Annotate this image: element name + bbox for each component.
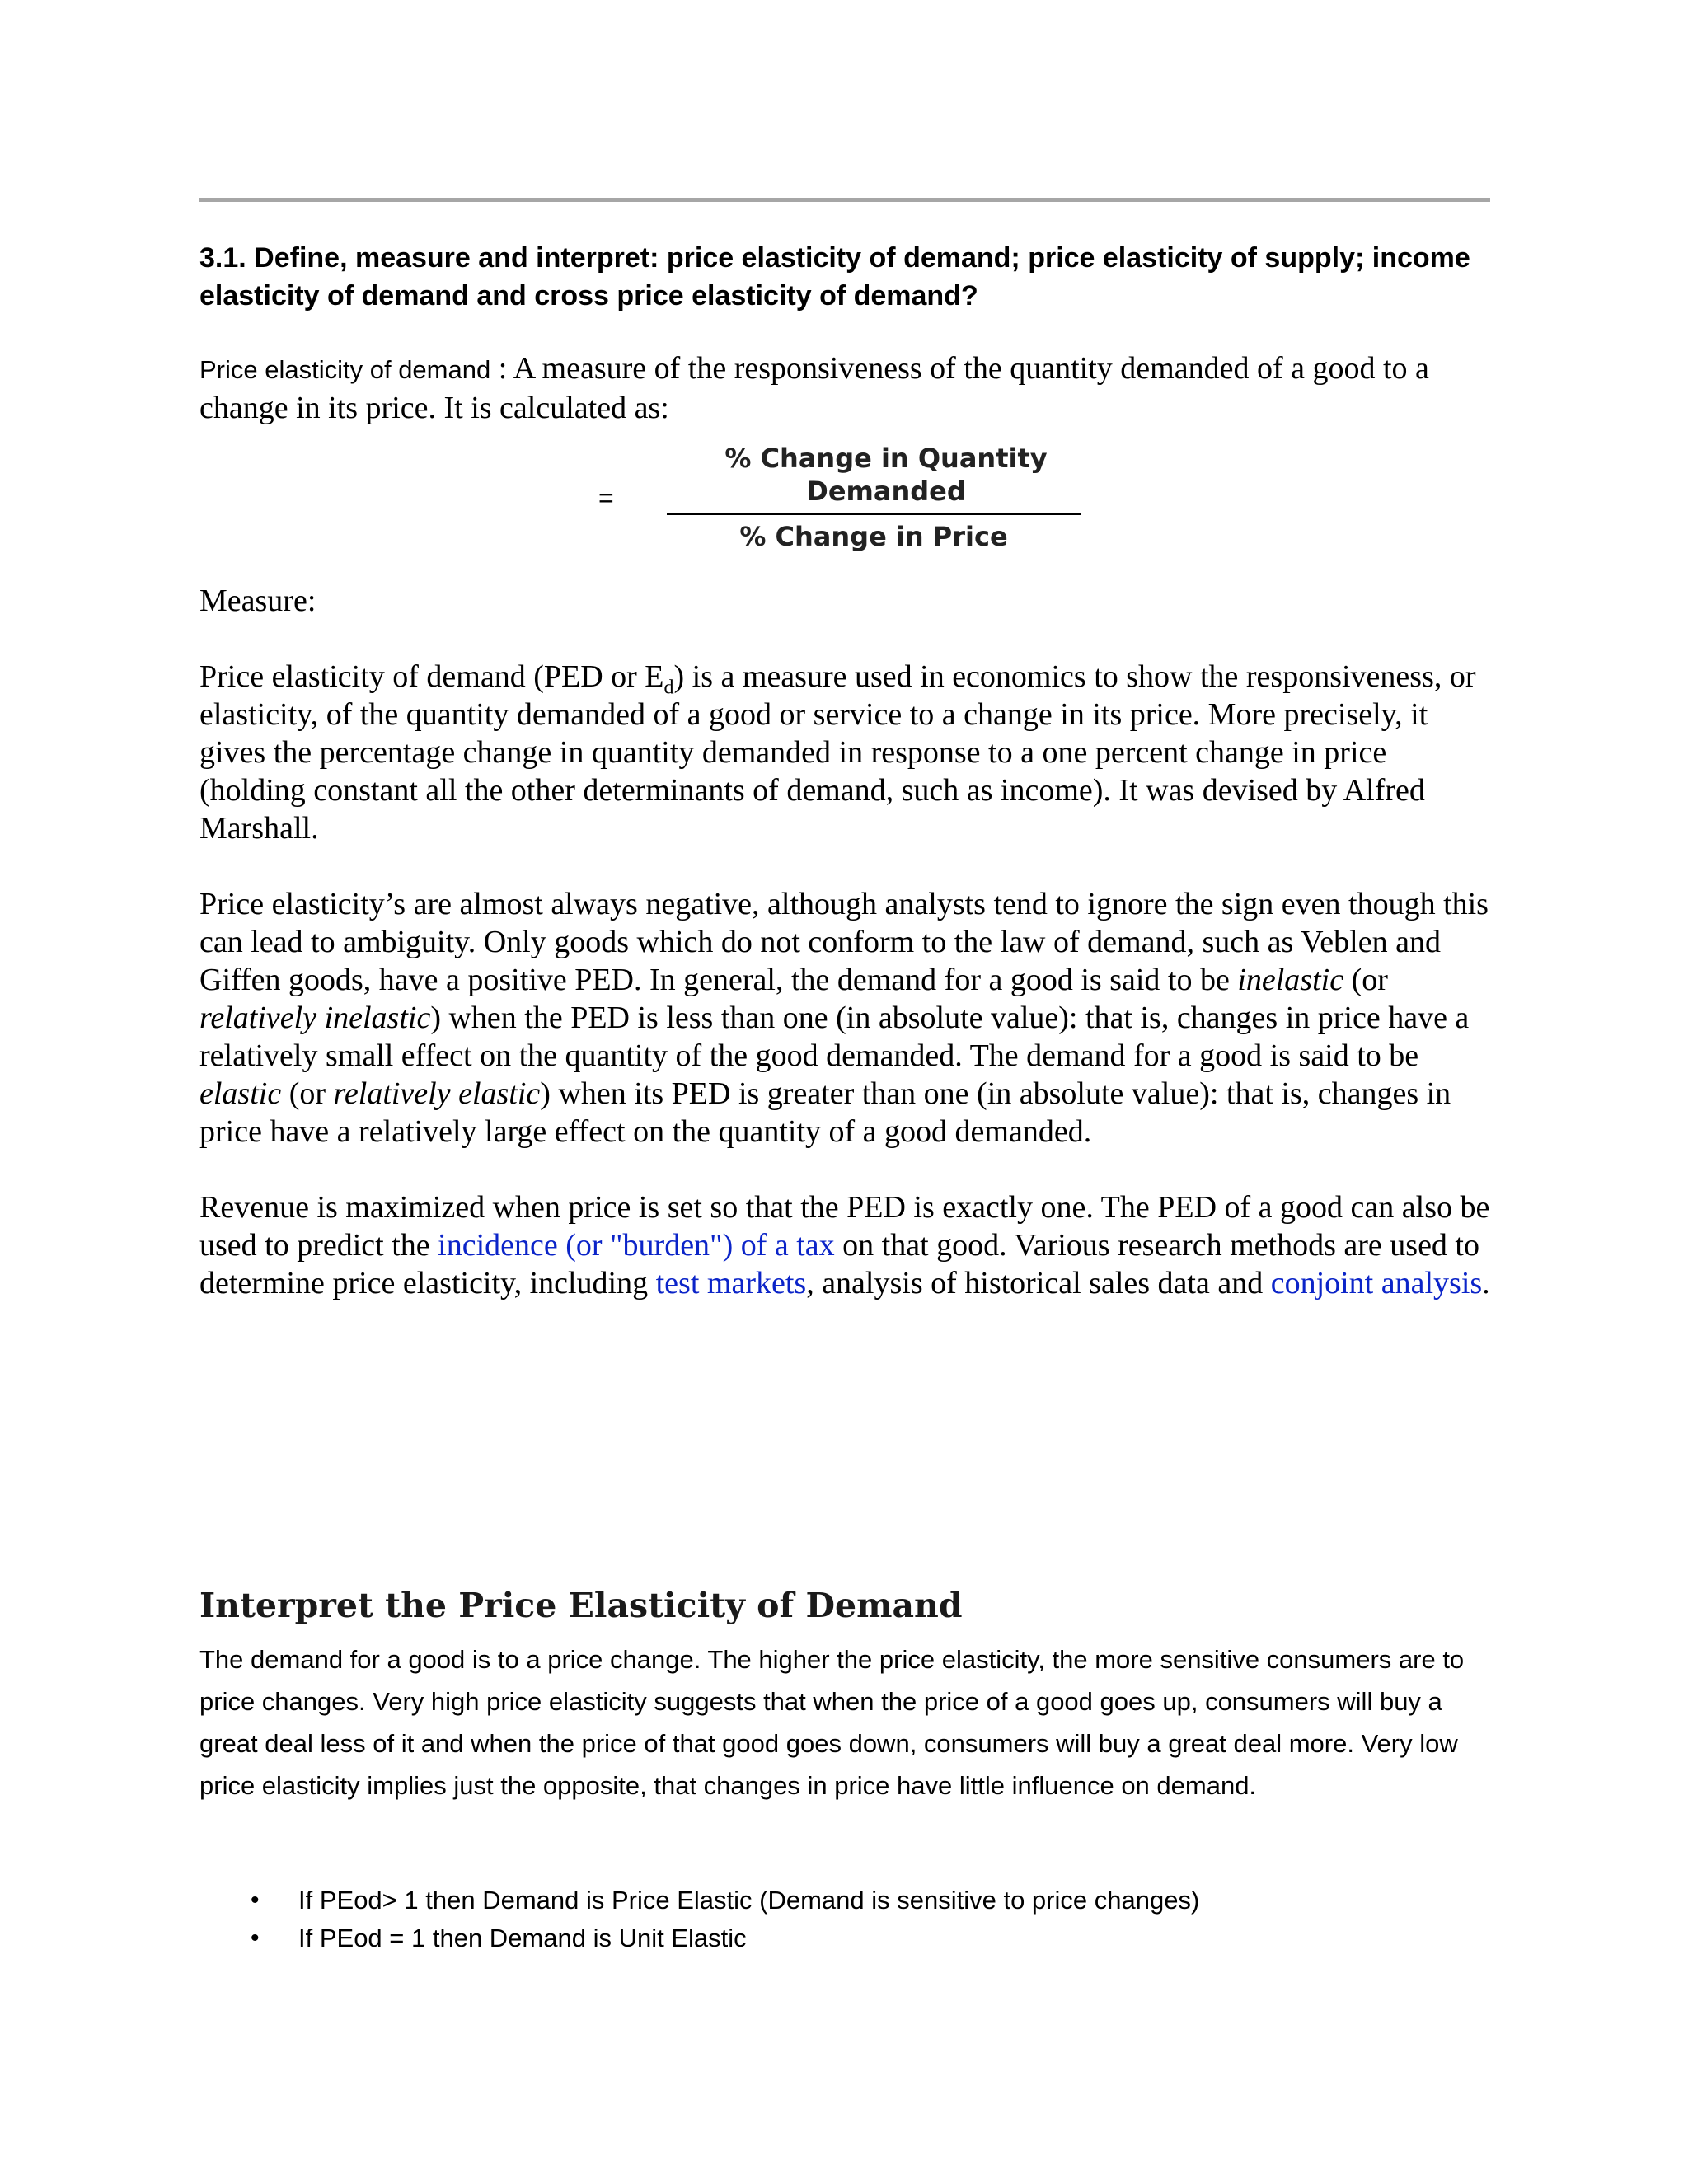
paragraph-2-text-c: ) when the PED is less than one (in absolute value): that is, changes in price have a relatively small effect on the quantity of the good demanded. The demand for a good is said to be [199, 1001, 1470, 1073]
conjoint-analysis-link[interactable]: conjoint analysis [1270, 1266, 1483, 1301]
intro-separator: : [490, 351, 513, 386]
formula-equals: = [598, 483, 614, 513]
document-body [199, 239, 1490, 1302]
test-markets-link[interactable]: test markets [655, 1266, 807, 1301]
revenue-paragraph [199, 1188, 1490, 1302]
list-item-text: If PEod> 1 then Demand is Price Elastic (Demand is sensitive to price changes) [298, 1886, 1200, 1915]
elasticity-formula [199, 442, 1490, 582]
italic-relatively-inelastic: relatively inelastic [199, 1001, 431, 1035]
elasticity-rules-list [199, 1882, 1490, 1957]
paragraph-1-text-a: Price elasticity of demand (PED or E [199, 659, 664, 694]
interpret-heading: Interpret the Price Elasticity of Demand [199, 1586, 963, 1625]
interpret-paragraph: The demand for a good is to a price change. The higher the price elasticity, the more sensitive consumers are to price changes. Very high price elasticity suggests that when the price of a good goes up, consumers will buy a great deal less of it and when the price of that good goes down, consumers will buy a great deal more. Very low price elasticity implies just the opposite, that changes in price have little influence on demand. [199, 1645, 1465, 1800]
paragraph-2-text-e: ) when its PED is greater than one (in absolute value): that is, changes in price have a relatively large effect on the quantity of a good demanded. [199, 1076, 1451, 1149]
paragraph-2-text-d: (or [281, 1076, 334, 1111]
list-item [199, 1919, 1490, 1957]
intro-paragraph [199, 349, 1490, 427]
list-item-text: If PEod = 1 then Demand is Unit Elastic [298, 1924, 747, 1952]
formula-fraction [667, 442, 1081, 553]
italic-relatively-elastic: relatively elastic [333, 1076, 541, 1111]
ped-sign-paragraph [199, 885, 1490, 1151]
paragraph-1-text-b: ) is a measure used in economics to show the responsiveness, or elasticity, of the quantity demanded of a good or service to a change in its price. More precisely, it gives the percentage change in quantity demanded in response to a one percent change in price (holding constant all the other determinants of demand, such as income). It was devised by Alfred Marshall. [199, 659, 1476, 846]
tax-incidence-link[interactable]: incidence (or "burden") of a tax [438, 1228, 835, 1263]
bullet-icon: • [251, 1886, 260, 1914]
paragraph-2-text-b: (or [1343, 963, 1388, 997]
paragraph-3-text-c: , analysis of historical sales data and [806, 1266, 1271, 1301]
list-item [199, 1882, 1490, 1919]
paragraph-3-text-b: on that good. Various research methods are used to determine price elasticity, including [199, 1228, 1479, 1301]
bullet-icon: • [251, 1924, 260, 1952]
subscript-d: d [663, 677, 674, 699]
formula-denominator: % Change in Price [739, 521, 1008, 552]
measure-label: Measure: [199, 583, 316, 618]
section-heading: 3.1. Define, measure and interpret: price elasticity of demand; price elasticity of supply; income elasticity of demand and cross price elasticity of demand? [199, 242, 1470, 312]
formula-numerator: % Change in Quantity Demanded [724, 443, 1048, 507]
paragraph-2-text-a: Price elasticity’s are almost always negative, although analysts tend to ignore the sign even though this can lead to ambiguity. Only goods which do not conform to the law of demand, such as Veblen and Giffen goods, have a positive PED. In general, the demand for a good is said to be [199, 887, 1489, 997]
ped-definition-paragraph [199, 658, 1490, 847]
fraction-line [667, 513, 1081, 515]
intro-definition: A measure of the responsiveness of the quantity demanded of a good to a change in its price. It is calculated as: [199, 351, 1429, 425]
paragraph-3-text-d: . [1482, 1266, 1490, 1301]
italic-elastic: elastic [199, 1076, 282, 1111]
italic-inelastic: inelastic [1237, 963, 1344, 997]
intro-term: Price elasticity of demand [199, 355, 491, 384]
paragraph-3-text-a: Revenue is maximized when price is set so that the PED is exactly one. The PED of a good can also be used to predict the [199, 1190, 1490, 1263]
header-rule [199, 198, 1490, 202]
